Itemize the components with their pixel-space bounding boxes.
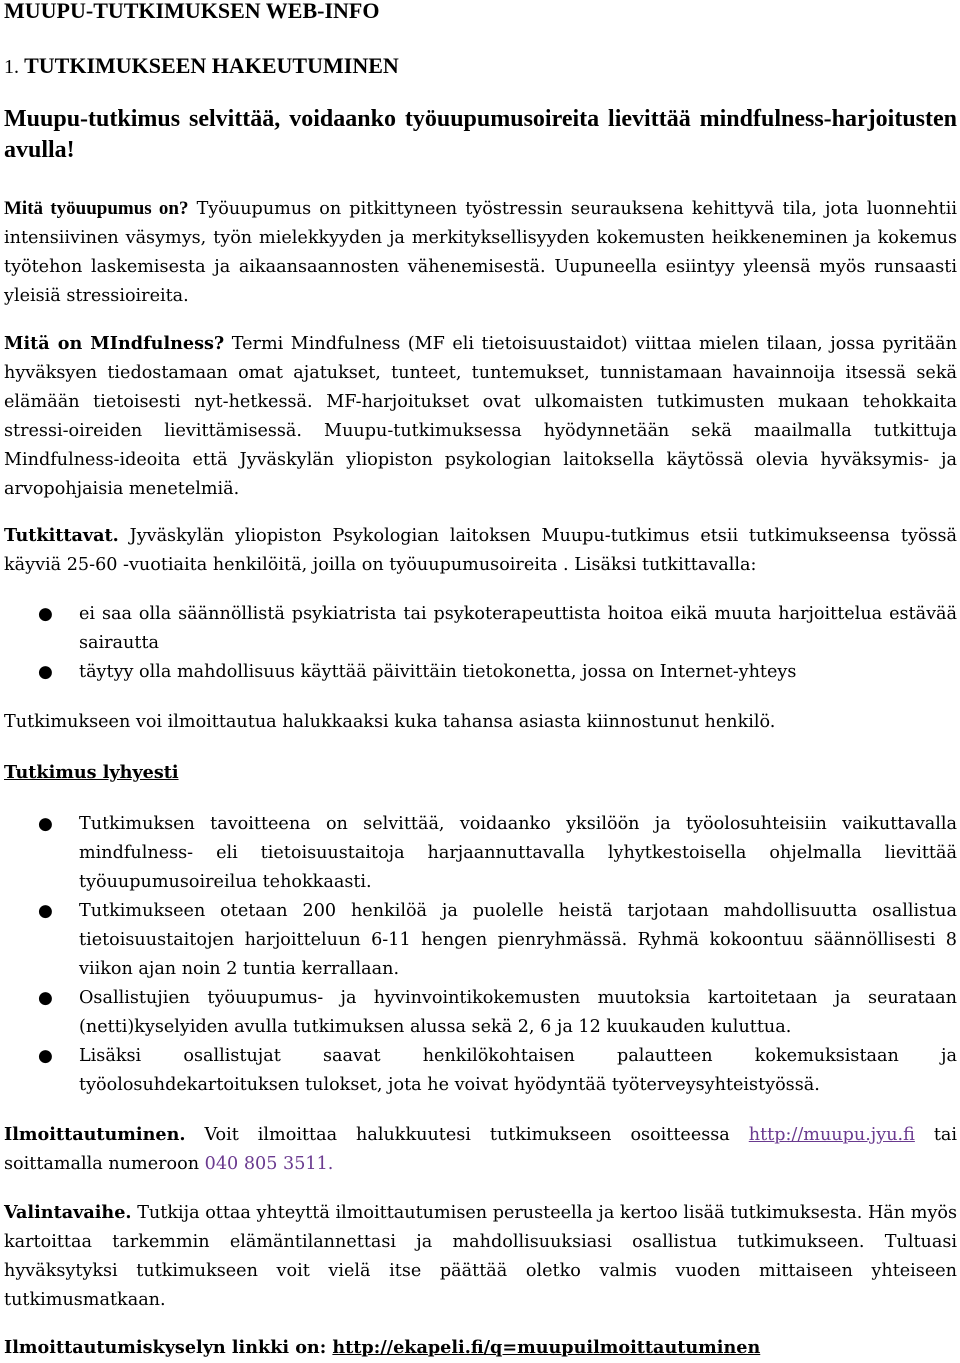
mindfulness-label: Mitä on MIndfulness? xyxy=(4,333,225,354)
list-item: ● Lisäksi osallistujat saavat henkilökohtaisen palautteen kokemuksistaan ja työolosuhdekartoituksen tulokset, jota he voivat hyödyntää työterveysyhteistyössä. xyxy=(4,1042,957,1100)
burnout-paragraph xyxy=(4,194,957,311)
list-item: ● Osallistujien työuupumus- ja hyvinvointikokemusten muutoksia kartoitetaan ja seurataan (netti)kyselyiden avulla tutkimuksen alussa sekä 2, 6 ja 12 kuukauden kuluttua. xyxy=(4,984,957,1042)
requirements-list xyxy=(4,600,957,687)
list-item: ● ei saa olla säännöllistä psykiatrista tai psykoterapeuttista hoitoa eikä muuta harjoittelua estävää sairautta xyxy=(4,600,957,658)
survey-link-line xyxy=(4,1333,957,1362)
selection-label: Valintavaihe. xyxy=(4,1202,132,1223)
bullet-icon: ● xyxy=(38,814,53,834)
list-item: ● täytyy olla mahdollisuus käyttää päivittäin tietokonetta, jossa on Internet-yhteys xyxy=(4,658,957,687)
subjects-paragraph xyxy=(4,521,957,580)
bullet-icon: ● xyxy=(38,1046,53,1066)
registration-text-middle: tai soittamalla numeroon xyxy=(4,1125,957,1174)
lead-statement: Muupu-tutkimus selvittää, voidaanko työuupumusoireita lievittää mindfulness-harjoitusten avulla! xyxy=(4,106,957,163)
document-title: MUUPU-TUTKIMUKSEN WEB-INFO xyxy=(4,0,380,23)
registration-paragraph xyxy=(4,1120,957,1179)
list-item: ● Tutkimukseen otetaan 200 henkilöä ja puolelle heistä tarjotaan mahdollisuutta osallistua tietoisuustaitojen harjoitteluun 6-11 hengen pienryhmässä. Ryhmä kokoontuu säännöllisesti 8 viikon ajan noin 2 tuntia kerrallaan. xyxy=(4,897,957,984)
section-heading xyxy=(4,52,957,81)
bullet-icon: ● xyxy=(38,604,53,624)
summary-heading: Tutkimus lyhyesti xyxy=(4,762,179,783)
section-heading-text: TUTKIMUKSEEN HAKEUTUMINEN xyxy=(24,53,399,78)
summary-list xyxy=(4,810,957,1100)
mindfulness-paragraph xyxy=(4,329,957,504)
bullet-icon: ● xyxy=(38,662,53,682)
list-item: ● Tutkimuksen tavoitteena on selvittää, voidaanko yksilöön ja työolosuhteisiin vaikuttavalla mindfulness- eli tietoisuustaitoja harjaannuttavalla lyhytkestoisella ohjelmalla lievittää työuupumusoireilua tehokkaasti. xyxy=(4,810,957,897)
section-number: 1. xyxy=(4,56,19,78)
registration-url-link[interactable]: http://muupu.jyu.fi xyxy=(748,1125,915,1145)
phone-number: 040 805 3511. xyxy=(204,1154,334,1174)
bullet-icon: ● xyxy=(38,901,53,921)
burnout-text: Työuupumus on pitkittyneen työstressin seurauksena kehittyvä tila, jota luonnehtii intensiivinen väsymys, työn mielekkyyden ja merkityksellisyyden kokemusten heikkeneminen ja kokemus työtehon laskemisesta ja aikaansaannosten vähenemisestä. Uupuneella esiintyy yleensä myös runsaasti yleisiä stressioireita. xyxy=(4,199,958,306)
burnout-label: Mitä työuupumus on? xyxy=(4,198,189,219)
subjects-text: Jyväskylän yliopiston Psykologian laitoksen Muupu-tutkimus etsii tutkimukseensa työssä käyviä 25-60 -vuotiaita henkilöitä, joilla on työuupumusoireita . Lisäksi tutkittavalla: xyxy=(4,526,958,575)
subjects-label: Tutkittavat. xyxy=(4,525,119,546)
registration-label: Ilmoittautuminen. xyxy=(4,1124,186,1145)
registration-note: Tutkimukseen voi ilmoittautua halukkaaksi kuka tahansa asiasta kiinnostunut henkilö. xyxy=(4,712,776,732)
bullet-icon: ● xyxy=(38,988,53,1008)
survey-link-label: Ilmoittautumiskyselyn linkki on: xyxy=(4,1337,327,1358)
survey-link[interactable]: http://ekapeli.fi/q=muupuilmoittautuminen xyxy=(332,1337,761,1358)
registration-text-before: Voit ilmoittaa halukkuutesi tutkimukseen osoitteessa xyxy=(204,1125,730,1145)
selection-text: Tutkija ottaa yhteyttä ilmoittautumisen perusteella ja kertoo lisää tutkimuksesta. Hän myös kartoittaa tarkemmin elämäntilannettasi ja mahdollisuuksiasi osallistua tutkimukseen. Tultuasi hyväksytyksi tutkimukseen voit vielä itse päättää oletko valmis vuoden mittaiseen yhteiseen tutkimusmatkaan. xyxy=(4,1203,958,1310)
selection-paragraph xyxy=(4,1198,957,1315)
mindfulness-text: Termi Mindfulness (MF eli tietoisuustaidot) viittaa mielen tilaan, jossa pyritään hyväksyen tiedostamaan omat ajatukset, tunteet, tuntemukset, tunnistamaan havainnoija itsessä sekä elämään tietoisesti nyt-hetkessä. MF-harjoitukset ovat ulkomaisten tutkimusten mukaan tehokkaita stressi-oireiden lievittämisessä. Muupu-tutkimuksessa hyödynnetään sekä maailmalla tutkittuja Mindfulness-ideoita että Jyväskylän yliopiston psykologian laitoksella käytössä olevia hyväksymis- ja arvopohjaisia menetelmiä. xyxy=(4,334,957,499)
